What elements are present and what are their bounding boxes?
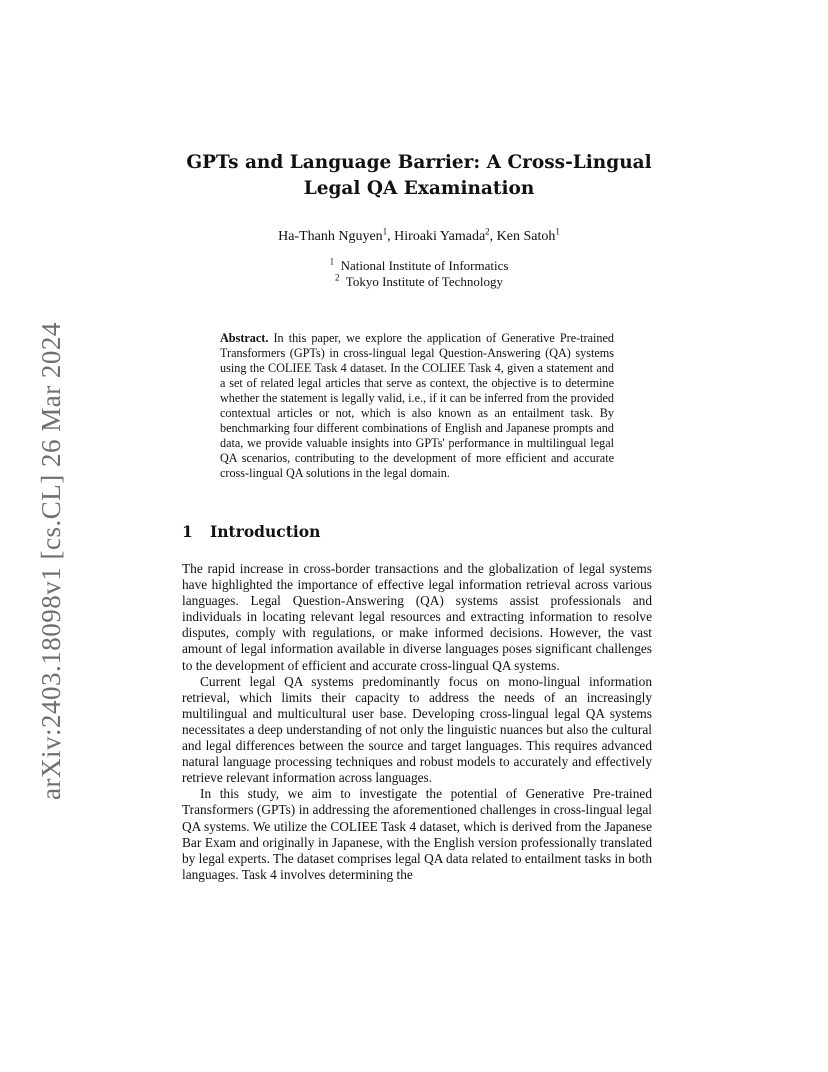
- affiliation-mark: 1: [329, 256, 335, 267]
- author-name: Ha-Thanh Nguyen: [278, 229, 383, 244]
- affiliation: [150, 258, 688, 274]
- paragraph: The rapid increase in cross-border transactions and the globalization of legal systems have highlighted the importance of effective legal information retrieval across various languages. Legal Question-Answering (QA) systems assist professionals and individuals in locating relevant legal resources and extracting information to resolve disputes, comply with regulations, or make informed decisions. However, the vast amount of legal information available in diverse languages poses significant challenges to the development of efficient and accurate cross-lingual QA systems.: [182, 561, 652, 673]
- author-name: Hiroaki Yamada: [394, 229, 486, 244]
- author-affiliation-mark: 2: [485, 226, 490, 237]
- affiliation-name: National Institute of Informatics: [340, 258, 509, 273]
- section-number: 1: [182, 522, 193, 541]
- abstract: [220, 331, 614, 481]
- arxiv-identifier: arXiv:2403.18098v1 [cs.CL] 26 Mar 2024: [36, 322, 66, 800]
- affiliation-name: Tokyo Institute of Technology: [345, 274, 503, 289]
- section-body: [182, 561, 652, 883]
- affiliation-mark: 2: [335, 272, 340, 283]
- paragraph: Current legal QA systems predominantly focus on mono-lingual information retrieval, which limits their capacity to address the needs of an increasingly multilingual and multicultural user base. Developing cross-lingual legal QA systems necessitates a deep understanding of not only the linguistic nuances but also the cultural and legal differences between the source and target languages. This requires advanced natural language processing techniques and robust models to accurately and effectively retrieve relevant information across languages.: [182, 673, 652, 786]
- author-name: Ken Satoh: [496, 229, 556, 244]
- author-list: Ha-Thanh Nguyen$^1$, Hiroaki Yamada$^2$, Ken Satoh$^1$: [278, 226, 560, 244]
- paragraph: In this study, we aim to investigate the potential of Generative Pre-trained Transformers (GPTs) in addressing the aforementioned challenges in cross-lingual legal QA systems. We utilize the COLIEE Task 4 dataset, which is derived from the Japanese Bar Exam and originally in Japanese, with the English version professionally translated by legal experts. The dataset comprises legal QA data related to entailment tasks in both languages. Task 4 involves determining the: [182, 786, 652, 882]
- title-line-2: Legal QA Examination: [303, 178, 535, 199]
- abstract-text: In this paper, we explore the application of Generative Pre-trained Transformers (GPTs) in cross-lingual legal Question-Answering (QA) systems using the COLIEE Task 4 dataset. In the COLIEE Task 4, given a statement and a set of related legal articles that serve as context, the objective is to determine whether the statement is legally valid, i.e., if it can be inferred from the provided contextual articles or not, which is also known as an entailment task. By benchmarking four different combinations of English and Japanese prompts and data, we provide valuable insights into GPTs' performance in multilingual legal QA scenarios, contributing to the development of more efficient and accurate cross-lingual QA solutions in the legal domain.: [220, 331, 615, 481]
- author-affiliation-mark: 1: [555, 226, 560, 237]
- paper-title: [150, 150, 688, 202]
- title-line-1: GPTs and Language Barrier: A Cross-Lingual: [186, 152, 652, 173]
- section-title: Introduction: [210, 522, 321, 541]
- affiliation: [150, 274, 688, 290]
- author-affiliation-mark: 1: [382, 226, 388, 237]
- section-heading: [182, 522, 320, 541]
- affiliation-list: [150, 258, 688, 290]
- abstract-label: Abstract.: [220, 331, 269, 345]
